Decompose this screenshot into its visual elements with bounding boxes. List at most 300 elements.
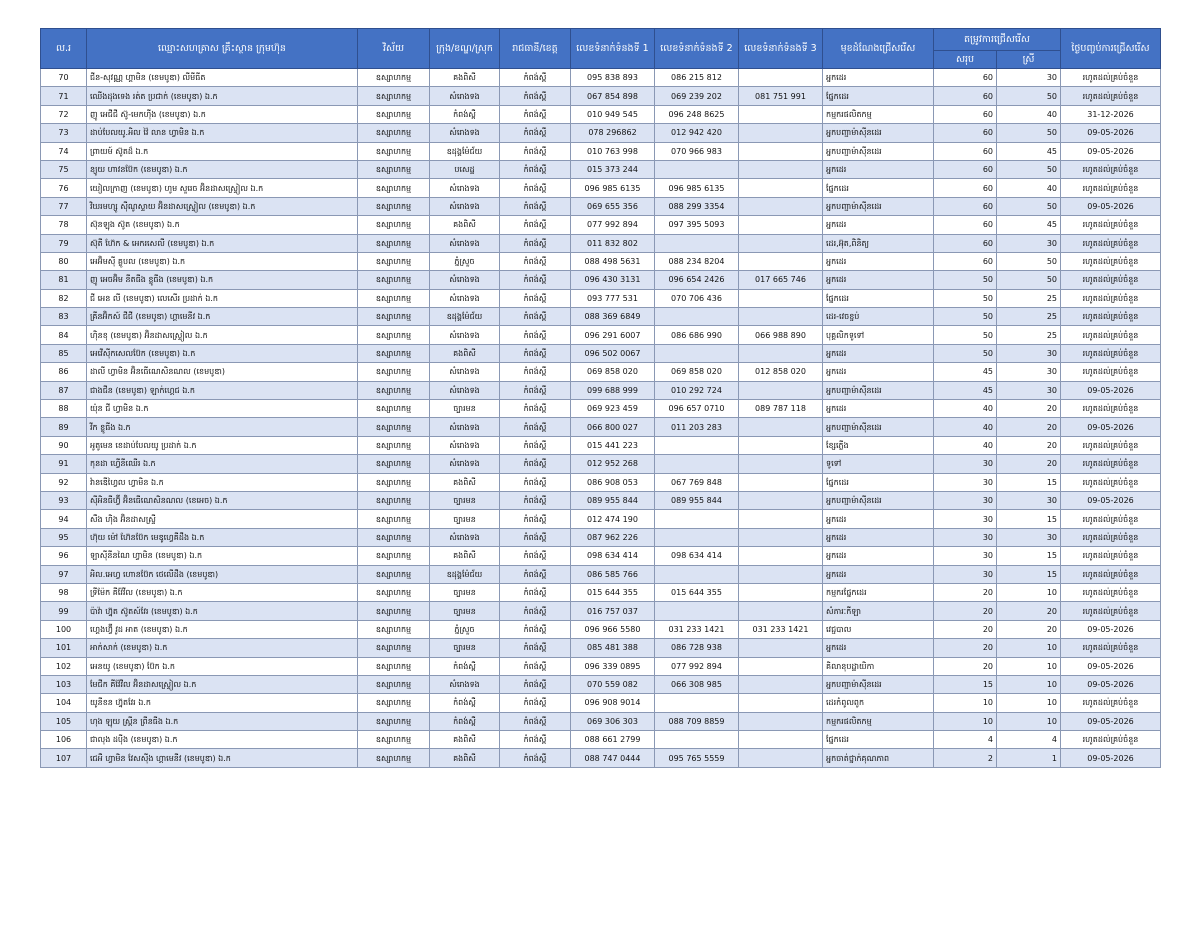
cell-row-number: 74 bbox=[41, 142, 87, 160]
cell-phone-3 bbox=[739, 308, 823, 326]
cell-phone-2: 066 308 985 bbox=[655, 675, 739, 693]
cell-position: អ្នកដេរ bbox=[823, 639, 934, 657]
cell-need-female: 15 bbox=[997, 473, 1061, 491]
cell-district: បសេដ្ឋ bbox=[430, 160, 500, 178]
cell-position: អ្នកដេរ bbox=[823, 252, 934, 270]
cell-row-number: 102 bbox=[41, 657, 87, 675]
cell-province: កំពង់ស្ពឺ bbox=[500, 731, 571, 749]
cell-need-female: 20 bbox=[997, 418, 1061, 436]
cell-need-female: 10 bbox=[997, 657, 1061, 675]
cell-phone-2: 077 992 894 bbox=[655, 657, 739, 675]
cell-need-total: 45 bbox=[934, 381, 997, 399]
cell-row-number: 77 bbox=[41, 197, 87, 215]
table-row bbox=[41, 400, 1161, 418]
table-row bbox=[41, 491, 1161, 509]
cell-sector: ឧស្សាហកម្ម bbox=[358, 381, 430, 399]
cell-phone-3 bbox=[739, 694, 823, 712]
cell-row-number: 103 bbox=[41, 675, 87, 693]
cell-need-female: 50 bbox=[997, 87, 1061, 105]
cell-need-female: 1 bbox=[997, 749, 1061, 767]
cell-phone-1: 016 757 037 bbox=[571, 602, 655, 620]
cell-phone-3 bbox=[739, 491, 823, 509]
cell-phone-1: 069 923 459 bbox=[571, 400, 655, 418]
cell-district: សំរោងទង bbox=[430, 418, 500, 436]
cell-need-female: 20 bbox=[997, 400, 1061, 418]
cell-phone-2: 067 769 848 bbox=[655, 473, 739, 491]
cell-position: អ្នកដេរ bbox=[823, 547, 934, 565]
cell-province: កំពង់ស្ពឺ bbox=[500, 565, 571, 583]
cell-province: កំពង់ស្ពឺ bbox=[500, 712, 571, 730]
cell-province: កំពង់ស្ពឺ bbox=[500, 142, 571, 160]
cell-phone-2: 015 644 355 bbox=[655, 583, 739, 601]
cell-province: កំពង់ស្ពឺ bbox=[500, 344, 571, 362]
cell-sector: ឧស្សាហកម្ម bbox=[358, 87, 430, 105]
cell-province: កំពង់ស្ពឺ bbox=[500, 326, 571, 344]
table-body bbox=[41, 69, 1161, 768]
cell-need-total: 30 bbox=[934, 491, 997, 509]
cell-need-female: 45 bbox=[997, 142, 1061, 160]
cell-province: កំពង់ស្ពឺ bbox=[500, 87, 571, 105]
cell-phone-2: 098 634 414 bbox=[655, 547, 739, 565]
cell-deadline: រហូតដល់គ្រប់ចំនួន bbox=[1061, 731, 1161, 749]
cell-province: កំពង់ស្ពឺ bbox=[500, 602, 571, 620]
cell-province: កំពង់ស្ពឺ bbox=[500, 179, 571, 197]
cell-phone-3 bbox=[739, 179, 823, 197]
cell-row-number: 105 bbox=[41, 712, 87, 730]
cell-phone-1: 096 502 0067 bbox=[571, 344, 655, 362]
table-row bbox=[41, 179, 1161, 197]
cell-row-number: 76 bbox=[41, 179, 87, 197]
cell-phone-2: 086 728 938 bbox=[655, 639, 739, 657]
cell-sector: ឧស្សាហកម្ម bbox=[358, 69, 430, 87]
cell-province: កំពង់ស្ពឺ bbox=[500, 400, 571, 418]
cell-phone-3: 031 233 1421 bbox=[739, 620, 823, 638]
cell-district: កំពង់ស្ពឺ bbox=[430, 712, 500, 730]
table-header bbox=[41, 29, 1161, 69]
table-row bbox=[41, 473, 1161, 491]
cell-need-total: 60 bbox=[934, 105, 997, 123]
table-row bbox=[41, 105, 1161, 123]
cell-company-name: ទ្រីម៉ែក គីវ៉ែវីល (ខេមបូឌា) ឯ.ក bbox=[87, 583, 358, 601]
cell-deadline: 09-05-2026 bbox=[1061, 620, 1161, 638]
cell-phone-1: 096 430 3131 bbox=[571, 271, 655, 289]
cell-district: ច្បារមន bbox=[430, 602, 500, 620]
cell-company-name: ឡាស៊ីនីនណៃ ហ្វាមិន (ខេមបូឌា) ឯ.ក bbox=[87, 547, 358, 565]
cell-sector: ឧស្សាហកម្ម bbox=[358, 749, 430, 767]
cell-phone-3 bbox=[739, 160, 823, 178]
cell-phone-3 bbox=[739, 583, 823, 601]
cell-phone-3: 066 988 890 bbox=[739, 326, 823, 344]
table-row bbox=[41, 602, 1161, 620]
cell-sector: ឧស្សាហកម្ម bbox=[358, 344, 430, 362]
cell-row-number: 92 bbox=[41, 473, 87, 491]
cell-position: បុគ្គលិកទូទៅ bbox=[823, 326, 934, 344]
cell-deadline: រហូតដល់គ្រប់ចំនួន bbox=[1061, 400, 1161, 418]
cell-province: កំពង់ស្ពឺ bbox=[500, 69, 571, 87]
cell-phone-2 bbox=[655, 436, 739, 454]
cell-province: កំពង់ស្ពឺ bbox=[500, 694, 571, 712]
cell-deadline: 09-05-2026 bbox=[1061, 197, 1161, 215]
cell-deadline: 09-05-2026 bbox=[1061, 675, 1161, 693]
cell-province: កំពង់ស្ពឺ bbox=[500, 749, 571, 767]
cell-company-name: ដាលី ហ្វាមិន អ៊ិនធើណេសិនណល (ខេមបូឌា) bbox=[87, 363, 358, 381]
table-row bbox=[41, 712, 1161, 730]
cell-district: សំរោងទង bbox=[430, 289, 500, 307]
cell-sector: ឧស្សាហកម្ម bbox=[358, 694, 430, 712]
table-row bbox=[41, 510, 1161, 528]
cell-sector: ឧស្សាហកម្ម bbox=[358, 234, 430, 252]
cell-position: គិលានុបដ្ឋាយិកា bbox=[823, 657, 934, 675]
cell-company-name: ជាលុង ដប៉ីង (ខេមបូឌា) ឯ.ក bbox=[87, 731, 358, 749]
cell-district: គងពិសី bbox=[430, 473, 500, 491]
cell-need-female: 20 bbox=[997, 436, 1061, 454]
cell-phone-2: 070 706 436 bbox=[655, 289, 739, 307]
cell-company-name: អិល.អេហ្វ ហោនប៊ែក ថេលើដឹង (ខេមបូឌា) bbox=[87, 565, 358, 583]
cell-district: គងពិសី bbox=[430, 547, 500, 565]
cell-phone-1: 088 369 6849 bbox=[571, 308, 655, 326]
cell-deadline: រហូតដល់គ្រប់ចំនួន bbox=[1061, 436, 1161, 454]
cell-row-number: 94 bbox=[41, 510, 87, 528]
cell-phone-1: 088 747 0444 bbox=[571, 749, 655, 767]
cell-phone-2 bbox=[655, 308, 739, 326]
cell-position: អ្នកដេរ bbox=[823, 271, 934, 289]
cell-province: កំពង់ស្ពឺ bbox=[500, 216, 571, 234]
cell-province: កំពង់ស្ពឺ bbox=[500, 160, 571, 178]
cell-row-number: 91 bbox=[41, 455, 87, 473]
table-row bbox=[41, 639, 1161, 657]
cell-province: កំពង់ស្ពឺ bbox=[500, 583, 571, 601]
cell-deadline: រហូតដល់គ្រប់ចំនួន bbox=[1061, 602, 1161, 620]
table-row bbox=[41, 620, 1161, 638]
cell-row-number: 81 bbox=[41, 271, 87, 289]
cell-sector: ឧស្សាហកម្ម bbox=[358, 179, 430, 197]
cell-deadline: រហូតដល់គ្រប់ចំនួន bbox=[1061, 455, 1161, 473]
cell-phone-1: 096 291 6007 bbox=[571, 326, 655, 344]
cell-sector: ឧស្សាហកម្ម bbox=[358, 105, 430, 123]
cell-position: កម្មករផលិតកម្ម bbox=[823, 105, 934, 123]
cell-row-number: 70 bbox=[41, 69, 87, 87]
cell-phone-2: 086 686 990 bbox=[655, 326, 739, 344]
cell-company-name: អេវើស៊ីកសេលប៊ែក (ខេមបូឌា) ឯ.ក bbox=[87, 344, 358, 362]
cell-phone-2: 069 858 020 bbox=[655, 363, 739, 381]
cell-sector: ឧស្សាហកម្ម bbox=[358, 418, 430, 436]
cell-province: កំពង់ស្ពឺ bbox=[500, 197, 571, 215]
cell-row-number: 99 bbox=[41, 602, 87, 620]
cell-need-total: 10 bbox=[934, 694, 997, 712]
cell-phone-1: 087 962 226 bbox=[571, 528, 655, 546]
table-row bbox=[41, 271, 1161, 289]
cell-sector: ឧស្សាហកម្ម bbox=[358, 326, 430, 344]
cell-phone-2: 096 248 8625 bbox=[655, 105, 739, 123]
cell-company-name: ឈើងដុងទេង រត់ត ប្រជាក់ (ខេមបូឌា) ឯ.ក bbox=[87, 87, 358, 105]
cell-province: កំពង់ស្ពឺ bbox=[500, 381, 571, 399]
cell-province: កំពង់ស្ពឺ bbox=[500, 124, 571, 142]
cell-phone-2: 086 215 812 bbox=[655, 69, 739, 87]
cell-phone-3 bbox=[739, 69, 823, 87]
cell-need-total: 30 bbox=[934, 510, 997, 528]
cell-need-female: 30 bbox=[997, 491, 1061, 509]
cell-position: ខ្សែភ្លើង bbox=[823, 436, 934, 454]
cell-phone-2: 097 395 5093 bbox=[655, 216, 739, 234]
cell-position: អ្នកដេរ bbox=[823, 510, 934, 528]
cell-row-number: 83 bbox=[41, 308, 87, 326]
cell-phone-3 bbox=[739, 639, 823, 657]
header-phone-1: លេខទំនាក់ទំនងទី 1 bbox=[571, 29, 655, 69]
cell-sector: ឧស្សាហកម្ម bbox=[358, 436, 430, 454]
table-row bbox=[41, 216, 1161, 234]
cell-row-number: 82 bbox=[41, 289, 87, 307]
cell-province: កំពង់ស្ពឺ bbox=[500, 473, 571, 491]
table-row bbox=[41, 436, 1161, 454]
cell-district: ឧដុង្គម៉ែជ័យ bbox=[430, 142, 500, 160]
cell-need-total: 60 bbox=[934, 160, 997, 178]
cell-need-female: 4 bbox=[997, 731, 1061, 749]
cell-company-name: ហ្គេងហ្វ៊ី វូដ អាត (ខេមបូឌា) ឯ.ក bbox=[87, 620, 358, 638]
cell-need-total: 15 bbox=[934, 675, 997, 693]
table-row bbox=[41, 87, 1161, 105]
header-deadline: ថ្ងៃបញ្ចប់ការជ្រើសរើស bbox=[1061, 29, 1161, 69]
cell-district: សំរោងទង bbox=[430, 87, 500, 105]
cell-phone-2 bbox=[655, 528, 739, 546]
cell-province: កំពង់ស្ពឺ bbox=[500, 528, 571, 546]
cell-phone-3 bbox=[739, 216, 823, 234]
cell-district: ច្បារមន bbox=[430, 639, 500, 657]
table-row bbox=[41, 547, 1161, 565]
cell-need-total: 50 bbox=[934, 326, 997, 344]
cell-need-total: 60 bbox=[934, 124, 997, 142]
cell-phone-3: 081 751 991 bbox=[739, 87, 823, 105]
cell-position: ផ្នែកដេរ bbox=[823, 289, 934, 307]
cell-deadline: រហូតដល់គ្រប់ចំនួន bbox=[1061, 528, 1161, 546]
table-row bbox=[41, 69, 1161, 87]
cell-phone-2 bbox=[655, 694, 739, 712]
cell-company-name: អេនយូ (ខេមបូឌា) ប៊ែក ឯ.ក bbox=[87, 657, 358, 675]
cell-position: អ្នកបញ្ជាម៉ាស៊ីនដេរ bbox=[823, 142, 934, 160]
cell-need-total: 20 bbox=[934, 639, 997, 657]
cell-row-number: 75 bbox=[41, 160, 87, 178]
cell-phone-2: 012 942 420 bbox=[655, 124, 739, 142]
cell-district: សំរោងទង bbox=[430, 326, 500, 344]
cell-deadline: រហូតដល់គ្រប់ចំនួន bbox=[1061, 308, 1161, 326]
cell-phone-1: 086 908 053 bbox=[571, 473, 655, 491]
cell-phone-3 bbox=[739, 197, 823, 215]
cell-phone-2 bbox=[655, 344, 739, 362]
cell-province: កំពង់ស្ពឺ bbox=[500, 363, 571, 381]
header-no: ល.រ bbox=[41, 29, 87, 69]
cell-need-total: 50 bbox=[934, 271, 997, 289]
cell-need-female: 25 bbox=[997, 289, 1061, 307]
cell-need-total: 60 bbox=[934, 69, 997, 87]
cell-company-name: ព្រាយម៍ ស៊ូតដ៏ ឯ.ក bbox=[87, 142, 358, 160]
cell-deadline: រហូតដល់គ្រប់ចំនួន bbox=[1061, 179, 1161, 197]
cell-phone-2 bbox=[655, 510, 739, 528]
cell-position: កម្មករផលិតកម្ម bbox=[823, 712, 934, 730]
cell-district: សំរោងទង bbox=[430, 675, 500, 693]
cell-need-female: 15 bbox=[997, 565, 1061, 583]
cell-phone-2 bbox=[655, 455, 739, 473]
cell-sector: ឧស្សាហកម្ម bbox=[358, 455, 430, 473]
cell-need-female: 30 bbox=[997, 528, 1061, 546]
cell-province: កំពង់ស្ពឺ bbox=[500, 418, 571, 436]
header-district: ក្រុង/ខណ្ឌ/ស្រុក bbox=[430, 29, 500, 69]
cell-phone-1: 077 992 894 bbox=[571, 216, 655, 234]
cell-need-total: 60 bbox=[934, 252, 997, 270]
cell-phone-1: 098 634 414 bbox=[571, 547, 655, 565]
cell-phone-2: 011 203 283 bbox=[655, 418, 739, 436]
cell-district: សំរោងទង bbox=[430, 234, 500, 252]
header-sector: វិស័យ bbox=[358, 29, 430, 69]
cell-need-total: 30 bbox=[934, 473, 997, 491]
cell-phone-1: 096 339 0895 bbox=[571, 657, 655, 675]
cell-phone-3 bbox=[739, 565, 823, 583]
cell-district: សំរោងទង bbox=[430, 197, 500, 215]
cell-phone-1: 015 373 244 bbox=[571, 160, 655, 178]
cell-deadline: 09-05-2026 bbox=[1061, 381, 1161, 399]
cell-phone-2: 089 955 844 bbox=[655, 491, 739, 509]
cell-sector: ឧស្សាហកម្ម bbox=[358, 547, 430, 565]
cell-need-total: 30 bbox=[934, 455, 997, 473]
cell-district: សំរោងទង bbox=[430, 179, 500, 197]
cell-phone-3 bbox=[739, 455, 823, 473]
cell-province: កំពង់ស្ពឺ bbox=[500, 491, 571, 509]
cell-sector: ឧស្សាហកម្ម bbox=[358, 271, 430, 289]
table-row bbox=[41, 528, 1161, 546]
cell-need-total: 60 bbox=[934, 142, 997, 160]
cell-phone-2: 070 966 983 bbox=[655, 142, 739, 160]
cell-row-number: 79 bbox=[41, 234, 87, 252]
cell-need-female: 30 bbox=[997, 363, 1061, 381]
header-position: មុខដំណែងជ្រើសរើស bbox=[823, 29, 934, 69]
table-row bbox=[41, 142, 1161, 160]
cell-need-female: 30 bbox=[997, 69, 1061, 87]
cell-phone-1: 078 296862 bbox=[571, 124, 655, 142]
cell-need-female: 20 bbox=[997, 455, 1061, 473]
cell-need-female: 10 bbox=[997, 712, 1061, 730]
cell-phone-3 bbox=[739, 528, 823, 546]
cell-sector: ឧស្សាហកម្ម bbox=[358, 216, 430, 234]
cell-phone-1: 095 838 893 bbox=[571, 69, 655, 87]
cell-deadline: 09-05-2026 bbox=[1061, 418, 1161, 436]
cell-need-female: 50 bbox=[997, 124, 1061, 142]
cell-position: ដេរ,អ៊ុត,ពិនិត្យ bbox=[823, 234, 934, 252]
cell-district: ភ្នំស្រួច bbox=[430, 252, 500, 270]
cell-phone-1: 089 955 844 bbox=[571, 491, 655, 509]
table-row bbox=[41, 252, 1161, 270]
cell-phone-2: 096 654 2426 bbox=[655, 271, 739, 289]
cell-deadline: រហូតដល់គ្រប់ចំនួន bbox=[1061, 87, 1161, 105]
cell-sector: ឧស្សាហកម្ម bbox=[358, 491, 430, 509]
cell-phone-1: 010 763 998 bbox=[571, 142, 655, 160]
cell-position: ផ្នែកដេរ bbox=[823, 87, 934, 105]
cell-need-total: 40 bbox=[934, 400, 997, 418]
cell-need-female: 10 bbox=[997, 639, 1061, 657]
cell-phone-1: 085 481 388 bbox=[571, 639, 655, 657]
cell-phone-1: 069 655 356 bbox=[571, 197, 655, 215]
cell-need-female: 15 bbox=[997, 510, 1061, 528]
cell-phone-3 bbox=[739, 473, 823, 491]
cell-phone-1: 070 559 082 bbox=[571, 675, 655, 693]
cell-phone-2 bbox=[655, 160, 739, 178]
cell-need-female: 10 bbox=[997, 694, 1061, 712]
cell-company-name: ជីន-សុវណ្ណ ហ្គាមិន (ខេមបូឌា) លីមីធីត bbox=[87, 69, 358, 87]
cell-row-number: 87 bbox=[41, 381, 87, 399]
cell-row-number: 107 bbox=[41, 749, 87, 767]
cell-district: គងពិសី bbox=[430, 731, 500, 749]
cell-company-name: ហុង ឡុយ ស្ត្រីន ព្រីនធីង ឯ.ក bbox=[87, 712, 358, 730]
cell-phone-2: 010 292 724 bbox=[655, 381, 739, 399]
cell-row-number: 86 bbox=[41, 363, 87, 381]
cell-sector: ឧស្សាហកម្ម bbox=[358, 602, 430, 620]
cell-phone-3 bbox=[739, 252, 823, 270]
cell-district: កំពង់ស្ពឺ bbox=[430, 105, 500, 123]
cell-need-female: 10 bbox=[997, 675, 1061, 693]
table-row bbox=[41, 565, 1161, 583]
cell-sector: ឧស្សាហកម្ម bbox=[358, 528, 430, 546]
cell-position: អ្នកបញ្ជាម៉ាស៊ីនដេរ bbox=[823, 675, 934, 693]
cell-company-name: វ៉ានឌើហ្វៃល ហ្វាមិន ឯ.ក bbox=[87, 473, 358, 491]
cell-company-name: ស៊ុនឡុង ស៊ូត (ខេមបូឌា) ឯ.ក bbox=[87, 216, 358, 234]
cell-position: សំភារៈកីឡា bbox=[823, 602, 934, 620]
cell-deadline: 09-05-2026 bbox=[1061, 491, 1161, 509]
cell-phone-3 bbox=[739, 731, 823, 749]
cell-position: វេជ្ជបាល bbox=[823, 620, 934, 638]
table-row bbox=[41, 197, 1161, 215]
cell-deadline: 09-05-2026 bbox=[1061, 657, 1161, 675]
cell-province: កំពង់ស្ពឺ bbox=[500, 308, 571, 326]
cell-sector: ឧស្សាហកម្ម bbox=[358, 197, 430, 215]
cell-phone-1: 099 688 999 bbox=[571, 381, 655, 399]
job-listing-table bbox=[40, 28, 1161, 768]
cell-row-number: 90 bbox=[41, 436, 87, 454]
cell-need-female: 20 bbox=[997, 620, 1061, 638]
cell-district: ច្បារមន bbox=[430, 510, 500, 528]
cell-deadline: រហូតដល់គ្រប់ចំនួន bbox=[1061, 510, 1161, 528]
cell-need-female: 30 bbox=[997, 381, 1061, 399]
cell-need-total: 30 bbox=[934, 565, 997, 583]
cell-deadline: 09-05-2026 bbox=[1061, 142, 1161, 160]
cell-row-number: 89 bbox=[41, 418, 87, 436]
cell-district: សំរោងទង bbox=[430, 455, 500, 473]
header-phone-3: លេខទំនាក់ទំនងទី 3 bbox=[739, 29, 823, 69]
cell-need-female: 50 bbox=[997, 252, 1061, 270]
cell-sector: ឧស្សាហកម្ម bbox=[358, 712, 430, 730]
table-row bbox=[41, 124, 1161, 142]
cell-province: កំពង់ស្ពឺ bbox=[500, 271, 571, 289]
cell-province: កំពង់ស្ពឺ bbox=[500, 675, 571, 693]
cell-company-name: យ៉ុន ជី ហ្វាមិន ឯ.ក bbox=[87, 400, 358, 418]
cell-phone-3 bbox=[739, 510, 823, 528]
cell-row-number: 93 bbox=[41, 491, 87, 509]
cell-district: ច្បារមន bbox=[430, 400, 500, 418]
cell-phone-1: 096 908 9014 bbox=[571, 694, 655, 712]
cell-position: អ្នកដេរ bbox=[823, 216, 934, 234]
cell-phone-1: 093 777 531 bbox=[571, 289, 655, 307]
cell-phone-3 bbox=[739, 234, 823, 252]
cell-deadline: រហូតដល់គ្រប់ចំនួន bbox=[1061, 344, 1161, 362]
cell-deadline: រហូតដល់គ្រប់ចំនួន bbox=[1061, 69, 1161, 87]
cell-district: គងពិសី bbox=[430, 69, 500, 87]
cell-row-number: 95 bbox=[41, 528, 87, 546]
cell-phone-1: 086 585 766 bbox=[571, 565, 655, 583]
cell-phone-2: 096 985 6135 bbox=[655, 179, 739, 197]
cell-phone-2 bbox=[655, 565, 739, 583]
cell-phone-1: 069 858 020 bbox=[571, 363, 655, 381]
cell-company-name: អេអ៊ិមស៊ី គ្លូបល (ខេមបូឌា) ឯ.ក bbox=[87, 252, 358, 270]
cell-province: កំពង់ស្ពឺ bbox=[500, 105, 571, 123]
cell-sector: ឧស្សាហកម្ម bbox=[358, 583, 430, 601]
cell-district: កំពង់ស្ពឺ bbox=[430, 657, 500, 675]
cell-need-total: 40 bbox=[934, 436, 997, 454]
